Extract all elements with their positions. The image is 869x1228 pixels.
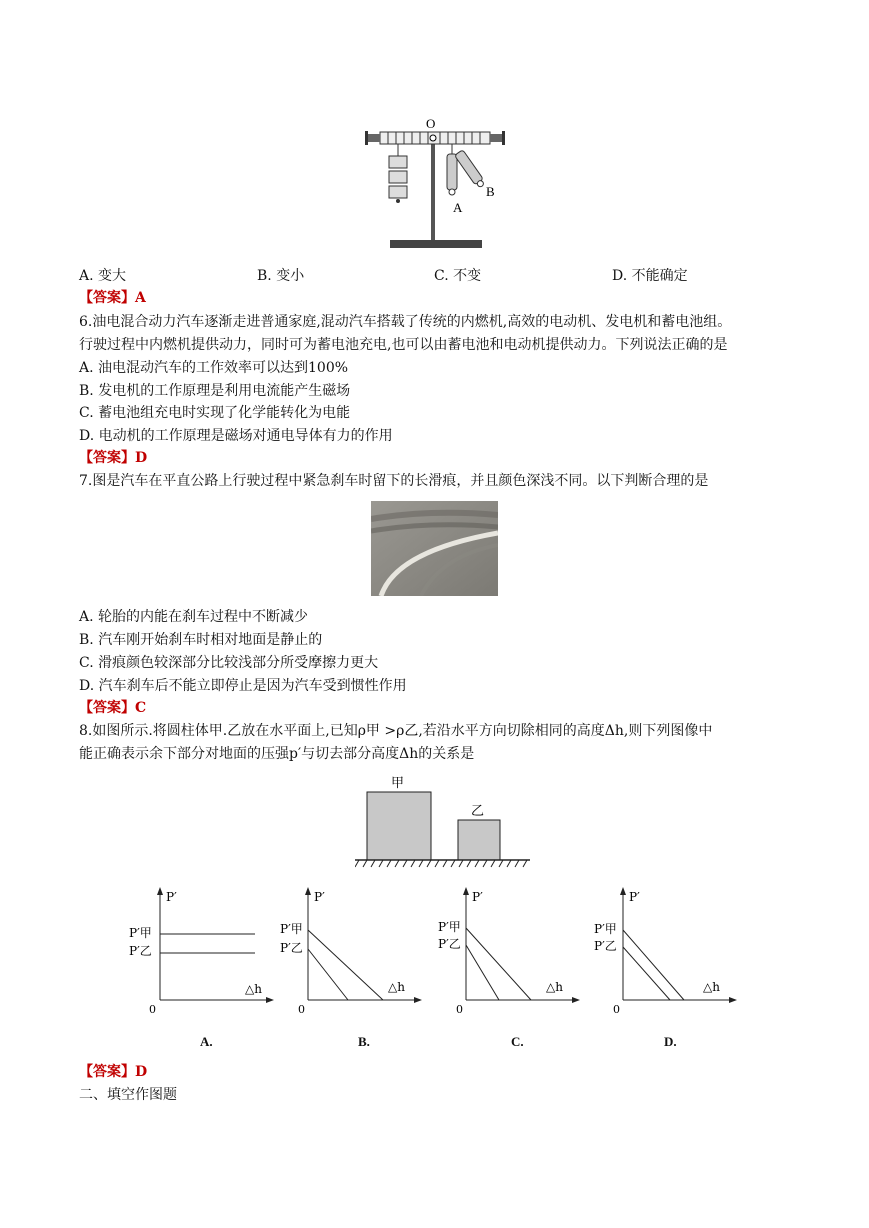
graph-c-dh: △h (546, 980, 563, 994)
label-o: O (426, 116, 436, 131)
q7-answer: 【答案】C (79, 700, 147, 716)
graph-d-pjia: P′甲 (594, 922, 617, 936)
q7-option-a: A. 轮胎的内能在刹车过程中不断减少 (79, 609, 309, 625)
graph-a-p: P′ (166, 890, 177, 904)
graph-d-dh: △h (703, 980, 720, 994)
cylinders-figure (355, 774, 530, 870)
graph-b-dh: △h (388, 980, 405, 994)
q7-option-c: C. 滑痕颜色较深部分比较浅部分所受摩擦力更大 (79, 655, 379, 671)
graph-caption-a: A. (200, 1034, 213, 1049)
q6-option-d: D. 电动机的工作原理是磁场对通电导体有力的作用 (79, 428, 393, 444)
q8-answer: 【答案】D (79, 1064, 148, 1080)
q5-option-d: D. 不能确定 (612, 268, 688, 284)
q6-option-c: C. 蓄电池组充电时实现了化学能转化为电能 (79, 405, 351, 421)
q5-option-b: B. 变小 (257, 268, 305, 284)
graph-c (436, 885, 586, 1015)
section-heading: 二、填空作图题 (79, 1087, 177, 1103)
graph-b-zero: 0 (298, 1003, 305, 1015)
graph-a-zero: 0 (149, 1003, 156, 1015)
graph-a-pjia: P′甲 (129, 926, 152, 940)
graph-a (125, 885, 275, 1015)
q8-stem-line1: 8.如图所示.将圆柱体甲.乙放在水平面上,已知ρ甲 >ρ乙,若沿水平方向切除相同的高度Δh,则下列图像中 (79, 723, 713, 739)
q7-option-d: D. 汽车刹车后不能立即停止是因为汽车受到惯性作用 (79, 678, 407, 694)
graph-b-p: P′ (314, 890, 325, 904)
graph-caption-c: C. (511, 1034, 524, 1049)
q6-stem-line1: 6.油电混合动力汽车逐渐走进普通家庭,混动汽车搭载了传统的内燃机,高效的电动机、发电机和蓄电池组。 (79, 314, 732, 330)
q6-answer: 【答案】D (79, 450, 148, 466)
q5-answer: 【答案】A (79, 290, 146, 306)
label-jia: 甲 (391, 776, 405, 791)
graph-b (278, 885, 428, 1015)
graph-d-zero: 0 (613, 1003, 620, 1015)
label-b: B (486, 184, 495, 199)
label-a: A (453, 200, 463, 215)
graph-a-pyi: P′乙 (129, 944, 152, 958)
q7-option-b: B. 汽车刚开始刹车时相对地面是静止的 (79, 632, 323, 648)
graph-c-pyi: P′乙 (438, 937, 461, 951)
q6-stem-line2: 行驶过程中内燃机提供动力，同时可为蓄电池充电,也可以由蓄电池和电动机提供动力。下列说法正确的是 (79, 337, 728, 353)
q8-stem-line2: 能正确表示余下部分对地面的压强p′与切去部分高度Δh的关系是 (79, 746, 475, 762)
q5-option-a: A. 变大 (79, 268, 127, 284)
q6-option-b: B. 发电机的工作原理是利用电流能产生磁场 (79, 383, 351, 399)
q6-option-a: A. 油电混动汽车的工作效率可以达到100% (79, 360, 349, 376)
graph-d (590, 885, 740, 1015)
graph-a-dh: △h (245, 982, 262, 996)
label-yi: 乙 (471, 804, 485, 819)
graph-d-p: P′ (629, 890, 640, 904)
graph-c-zero: 0 (456, 1003, 463, 1015)
graph-b-pjia: P′甲 (280, 922, 303, 936)
graph-d-pyi: P′乙 (594, 939, 617, 953)
lever-apparatus-figure (360, 114, 510, 254)
q7-stem: 7.图是汽车在平直公路上行驶过程中紧急刹车时留下的长滑痕，并且颜色深浅不同。以下判断合理的是 (79, 473, 709, 489)
skid-marks-photo (371, 501, 498, 596)
graph-c-p: P′ (472, 890, 483, 904)
q5-option-c: C. 不变 (434, 268, 482, 284)
graph-caption-d: D. (664, 1034, 677, 1049)
graph-b-pyi: P′乙 (280, 941, 303, 955)
graph-c-pjia: P′甲 (438, 920, 461, 934)
graph-caption-b: B. (358, 1034, 370, 1049)
